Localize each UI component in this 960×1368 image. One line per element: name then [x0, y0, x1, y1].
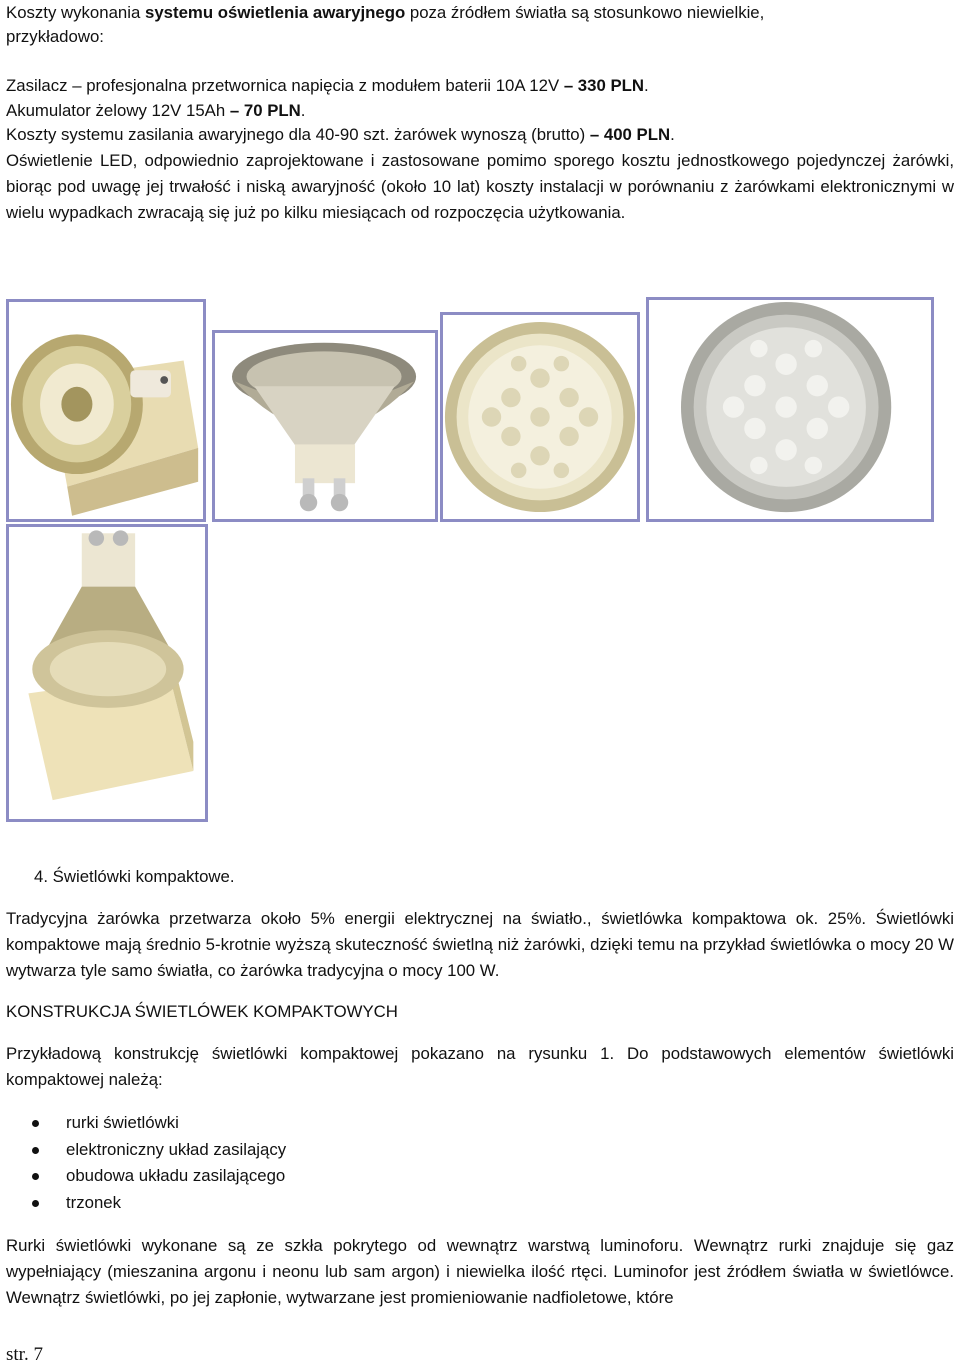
halogen-bulb-with-box-photo: [6, 299, 206, 522]
led-bulb-front-1-photo: [440, 312, 640, 522]
list-item: obudowa układu zasilającego: [32, 1163, 286, 1190]
bullet-icon: [32, 1200, 39, 1207]
bullet-icon: [32, 1120, 39, 1127]
tubes-paragraph: Rurki świetlówki wykonane są ze szkła pokrytego od wewnątrz warstwą luminoforu. Wewnątrz rurki znajduje się gaz wypełniający (mieszanina argonu i neonu lub sam argon) i niewielka ilość rtęci. Luminofor jest źródłem światła w świetlówce. Wewnątrz świetlówki, po jej zapłonie, wytwarzane jest promieniowanie nadfioletowe, które: [6, 1236, 954, 1307]
components-list: [32, 1110, 286, 1216]
led-bulb-front-2-photo: [646, 297, 934, 522]
intro-text-bold: systemu oświetlenia awaryjnego: [144, 3, 406, 22]
gu10-halogen-bulb-photo: [212, 330, 438, 522]
efficiency-paragraph: Tradycyjna żarówka przetwarza około 5% energii elektrycznej na światło., świetlówka kompaktowa ok. 25%. Świetlówki kompaktowe mają średnio 5-krotnie wyższą skuteczność świetlną niż żarówki, dzięki temu na przykład świetlówka o mocy 20 W wytwarza tyle samo światła, co żarówka tradycyjna o mocy 100 W.: [6, 909, 954, 980]
list-item: rurki świetlówki: [32, 1110, 286, 1137]
led-paragraph: Oświetlenie LED, odpowiednio zaprojektowane i zastosowane pomimo sporego kosztu jednostkowego pojedynczej żarówki, biorąc pod uwagę jej trwałość i niską awaryjność (około 10 lat) koszty instalacji w porównaniu z żarówkami elektronicznymi w wielu wypadkach zwracają się już po kilku miesiącach od rozpoczęcia użytkowania.: [6, 151, 954, 222]
construction-paragraph: Przykładową konstrukcję świetlówki kompaktowej pokazano na rysunku 1. Do podstawowych elementów świetlówki kompaktowej należą:: [6, 1044, 954, 1089]
bullet-icon: [32, 1147, 39, 1154]
cost-line-2: Akumulator żelowy 12V 15Ah – 70 PLN.: [6, 101, 306, 120]
intro-text-post: poza źródłem światła są stosunkowo niewielkie,: [405, 3, 765, 22]
intro-line-1: [6, 0, 764, 26]
bullet-icon: [32, 1173, 39, 1180]
list-item: elektroniczny układ zasilający: [32, 1137, 286, 1164]
intro-text-pre: Koszty wykonania: [6, 3, 145, 22]
intro-line-2: przykładowo:: [6, 27, 104, 46]
list-item: trzonek: [32, 1190, 286, 1217]
cost-line-3: Koszty systemu zasilania awaryjnego dla 40-90 szt. żarówek wynoszą (brutto) – 400 PLN.: [6, 125, 675, 144]
page-number: str. 7: [6, 1344, 43, 1365]
cost-line-1: Zasilacz – profesjonalna przetwornica napięcia z modułem baterii 10A 12V – 330 PLN.: [6, 76, 649, 95]
section-heading: 4. Świetlówki kompaktowe.: [34, 867, 235, 886]
gu10-bulb-on-box-photo: [6, 524, 208, 822]
construction-heading: KONSTRUKCJA ŚWIETLÓWEK KOMPAKTOWYCH: [6, 1002, 398, 1021]
